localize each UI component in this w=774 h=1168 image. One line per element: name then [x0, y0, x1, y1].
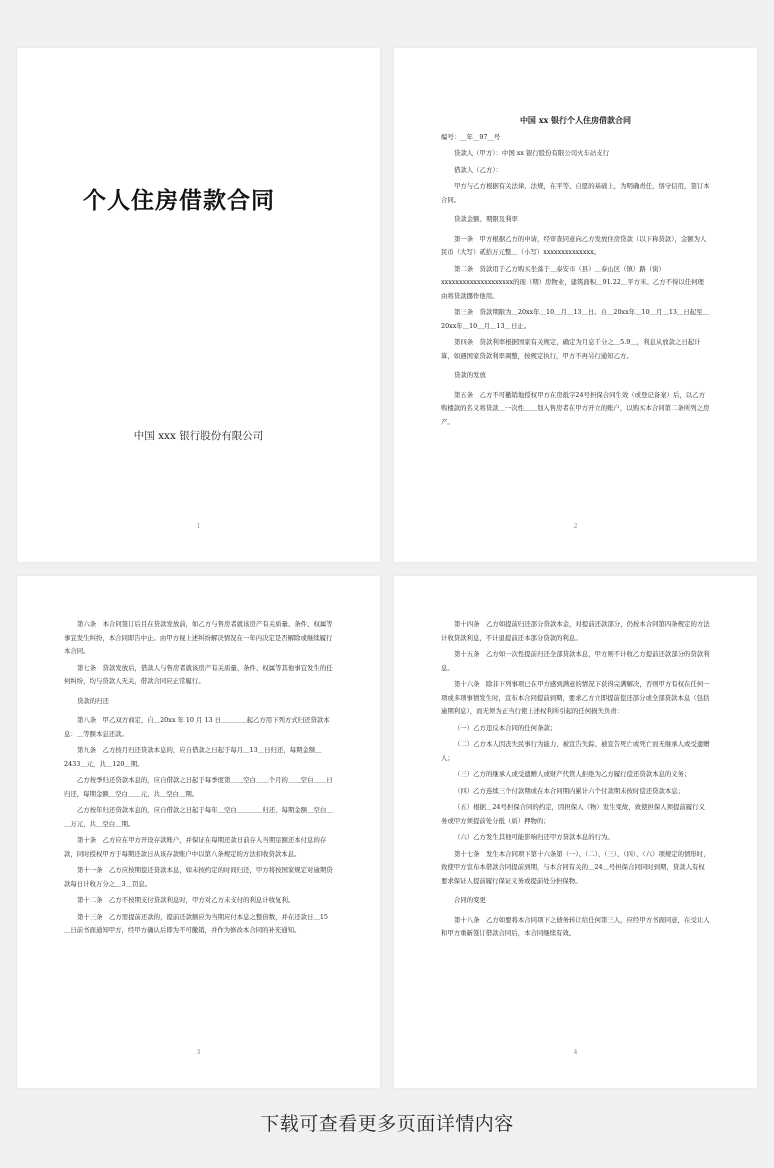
section-heading: 贷款的归还 — [77, 696, 109, 705]
clause: 第十六条 除非下列事项已在甲方感到满意的情况下获得完满解决，否则甲方有权在任何一项或多项事情发生时，宣布本合同提前到期，要求乙方立即提前偿还部分或全部贷款本息（包括逾期利息），而无须为正当行使上述权利所引起的任何损失负责： — [441, 680, 710, 715]
list-item: （三）乙方的继承人或受遗赠人或财产代管人拒绝为乙方履行偿还贷款本息的义务； — [454, 770, 691, 778]
clause: 第七条 贷款发放后，借款人与售房者就该房产有关质量、条件、权属等其他事宜发生的任何纠纷，均与贷款人无关，借款合同应正常履行。 — [64, 663, 333, 685]
document-page-1 — [17, 48, 380, 562]
page-number: 4 — [573, 1049, 578, 1056]
list-item: （六）乙方发生其他可能影响归还甲方贷款本息的行为。 — [454, 833, 614, 841]
contract-number: 编号：__年__97__号 — [441, 132, 501, 141]
document-page-3 — [17, 576, 380, 1088]
clause: 第三条 贷款期限为＿20xx年＿10＿月＿13＿日。自＿20xx年＿10＿月＿13＿日起至＿20xx年＿10＿月＿13＿日止。 — [441, 308, 709, 330]
clause: 第五条 乙方不可撤销地授权甲方在房抵字24号担保合同生效（或登记备案）后，以乙方购楼款的名义将贷款＿一次性＿＿划入售房者在甲方开立的账户，以购买本合同第二条所列之房产。 — [441, 390, 710, 426]
page-2-body — [441, 114, 710, 432]
list-item: （五）根据＿24号担保合同的约定，因担保人（物）发生变故，致使担保人须提前履行义务或甲方须提前处分抵（质）押物的； — [441, 803, 705, 825]
section-heading: 合同的变更 — [454, 896, 486, 904]
clause: 第十七条 发生本合同项下第十六条第（一）、（二）、（三）、（四）、（六）项规定的情形时，致使甲方宣布本借款合同提前到期，与本合同有关的＿24＿号担保合同同时到期，贷款人有权要求保证人提前履行保证义务或提前处分担保物。 — [441, 849, 710, 885]
contract-title: 中国 xx 银行个人住房借款合同 — [519, 115, 632, 125]
clause: 第十条 乙方应在甲方开设存款账户，并保证在每期还款日前存入当期足额还本付息的存款，同时授权甲方于每期还款日从该存款账户中以第八条规定的方法扣收贷款本息。 — [64, 836, 327, 858]
borrower-line: 借款人（乙方）： — [454, 165, 502, 174]
clause: 乙方按季归还贷款本息的，应自借款之日起于每季度第＿＿空白＿＿个月的＿＿空白＿＿日归还，每期金额＿空白＿＿元，共＿空白＿期。 — [64, 776, 333, 798]
page-number: 3 — [196, 1049, 201, 1056]
document-page-2 — [394, 48, 757, 562]
list-item: （二）乙方本人因丧失民事行为能力、被宣告失踪、被宣告死亡或死亡而无继承人或受遗赠人； — [441, 740, 710, 762]
preamble: 甲方与乙方根据有关法律、法规，在平等、自愿的基础上，为明确责任，恪守信用，签订本合同。 — [441, 182, 710, 204]
clause: 第十八条 乙方如要将本合同项下之债务转让给任何第三人，应经甲方书面同意，在受让人和甲方重新签订借款合同后，本合同继续有效。 — [441, 915, 710, 937]
clause: 第十二条 乙方不按期支付贷款利息时，甲方对乙方未支付的利息计收复利。 — [77, 896, 295, 904]
clause: 第二条 贷款用于乙方购买坐落于＿泰安市（县）＿泰山区（镇）路（街）xxxxxxxxxxxxxxxxxxxx的现（期）房物业，建筑面积＿91.22＿平方米。乙方不得以任何理由将贷款挪作他用。 — [441, 264, 704, 300]
cover-title: 个人住房借款合同 — [83, 188, 275, 214]
clause: 第八条 甲乙双方商定，自＿20xx 年 10 月 13 日＿＿＿＿起乙方用下列方式归还贷款本息：＿等额本息还款。 — [64, 716, 330, 738]
document-page-4 — [394, 576, 757, 1088]
section-heading: 贷款的发放 — [454, 371, 486, 379]
list-item: （一）乙方违反本合同的任何条款； — [454, 723, 557, 732]
clause: 第六条 本合同签订后且在贷款发放前，如乙方与售房者就该房产有关质量、条件、权属等事宜发生纠纷，本合同即告中止。由甲方视上述纠纷解决情况在一年内决定是否解除或继续履行本合同。 — [64, 620, 333, 655]
page-number: 2 — [573, 523, 578, 530]
download-prompt[interactable]: 下载可查看更多页面详情内容 — [260, 1113, 514, 1135]
clause: 第九条 乙方按月归还贷款本息的，应自借款之日起于每月＿13＿日归还，每期金额＿2433＿元，共＿120＿期。 — [64, 746, 322, 768]
clause: 第十三条 乙方需提前还款的，提前还款额应为当期应付本息之整倍数，并在还款日＿15＿日前书面通知甲方，经甲方确认后即为不可撤销，并作为修改本合同的补充通知。 — [64, 912, 328, 934]
clause: 第十五条 乙方如一次性提前归还全部贷款本息，甲方则不计收乙方提前还款部分的贷款利息。 — [441, 650, 710, 672]
lender-line: 贷款人（甲方）：中国 xx 银行股份有限公司火车站支行 — [454, 149, 610, 157]
list-item: （四）乙方连续三个付款期或在本合同期内累计六个付款期未按时偿还贷款本息； — [454, 786, 685, 795]
page-number: 1 — [196, 523, 201, 530]
clause: 第四条 贷款利率根据国家有关规定，确定为月息千分之＿5.9＿，利息从放款之日起计算，如遇国家贷款利率调整，按规定执行，甲方不再另行通知乙方。 — [441, 338, 701, 360]
cover-company: 中国 xxx 银行股份有限公司 — [133, 430, 264, 442]
clause: 第十一条 乙方应按期偿还贷款本息，如未按约定的时间归还，甲方将按国家规定对逾期贷款每日计收万分之＿3＿罚息。 — [64, 866, 333, 888]
clause: 乙方按年归还贷款本息的，应自借款之日起于每年＿空白＿＿＿＿归还，每期金额＿空白＿＿万元，共＿空白＿期。 — [64, 806, 333, 828]
clause: 第十四条 乙方如提前归还部分贷款本金，对提前还款部分，仍按本合同第四条规定的方法计收贷款利息，不计退提前还本部分贷款的利息。 — [441, 620, 710, 642]
page-4-body — [441, 618, 710, 944]
clause: 第一条 甲方根据乙方的申请，经审查同意向乙方发放住房贷款（以下称贷款），金额为人民币（大写）贰拾万元整＿（小写）xxxxxxxxxxxxxx。 — [441, 234, 707, 256]
page-3-body — [64, 618, 333, 941]
section-heading: 贷款金额、期限及利率 — [454, 215, 518, 223]
